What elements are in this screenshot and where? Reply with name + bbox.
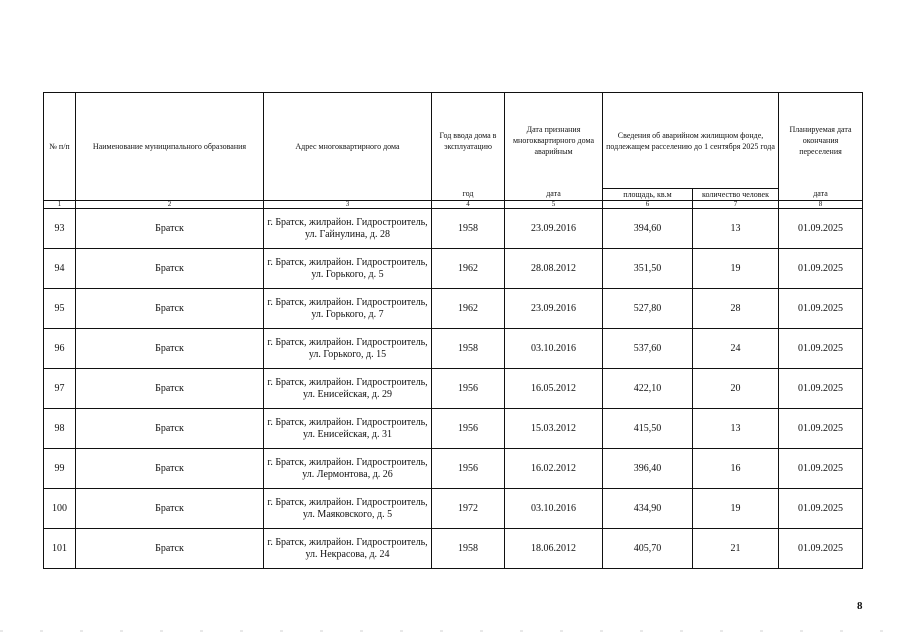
unit-cell-area: площадь, кв.м — [603, 189, 693, 201]
cell-recognition-date: 03.10.2016 — [505, 329, 603, 369]
column-number: 8 — [779, 201, 863, 209]
cell-people: 21 — [693, 529, 779, 569]
header-row — [44, 93, 863, 189]
cell-address: г. Братск, жилрайон. Гидростроитель, ул. Горького, д. 15 — [264, 329, 432, 369]
cell-people: 24 — [693, 329, 779, 369]
cell-municipality: Братск — [76, 209, 264, 249]
cell-year: 1962 — [432, 289, 505, 329]
cell-year: 1956 — [432, 409, 505, 449]
cell-year: 1956 — [432, 369, 505, 409]
header-cell-recognition-date: Дата признания многоквартирного дома аварийным — [505, 93, 603, 189]
cell-people: 16 — [693, 449, 779, 489]
header-cell-year: Год ввода дома в эксплуатацию — [432, 93, 505, 189]
cell-number: 99 — [44, 449, 76, 489]
cell-address: г. Братск, жилрайон. Гидростроитель, ул. Лермонтова, д. 26 — [264, 449, 432, 489]
cell-municipality: Братск — [76, 329, 264, 369]
cell-people: 13 — [693, 209, 779, 249]
cell-number: 96 — [44, 329, 76, 369]
cell-recognition-date: 16.02.2012 — [505, 449, 603, 489]
cell-people: 28 — [693, 289, 779, 329]
table-row — [44, 369, 863, 409]
cell-planned-date: 01.09.2025 — [779, 369, 863, 409]
scan-artifact-line — [0, 630, 905, 632]
cell-year: 1956 — [432, 449, 505, 489]
cell-address: г. Братск, жилрайон. Гидростроитель, ул. Гайнулина, д. 28 — [264, 209, 432, 249]
cell-address: г. Братск, жилрайон. Гидростроитель, ул. Енисейская, д. 29 — [264, 369, 432, 409]
table-row — [44, 329, 863, 369]
unit-cell-people: количество человек — [693, 189, 779, 201]
cell-year: 1958 — [432, 329, 505, 369]
cell-municipality: Братск — [76, 249, 264, 289]
cell-planned-date: 01.09.2025 — [779, 449, 863, 489]
cell-number: 94 — [44, 249, 76, 289]
cell-recognition-date: 28.08.2012 — [505, 249, 603, 289]
cell-municipality: Братск — [76, 409, 264, 449]
cell-area: 405,70 — [603, 529, 693, 569]
unit-cell-plan-date: дата — [779, 189, 863, 201]
table-row — [44, 489, 863, 529]
cell-number: 93 — [44, 209, 76, 249]
cell-people: 13 — [693, 409, 779, 449]
cell-year: 1958 — [432, 529, 505, 569]
column-numbers-row — [44, 201, 863, 209]
cell-recognition-date: 18.06.2012 — [505, 529, 603, 569]
cell-area: 415,50 — [603, 409, 693, 449]
table-row — [44, 289, 863, 329]
cell-year: 1958 — [432, 209, 505, 249]
cell-recognition-date: 15.03.2012 — [505, 409, 603, 449]
table-row — [44, 409, 863, 449]
cell-planned-date: 01.09.2025 — [779, 409, 863, 449]
cell-number: 101 — [44, 529, 76, 569]
cell-planned-date: 01.09.2025 — [779, 249, 863, 289]
cell-municipality: Братск — [76, 289, 264, 329]
cell-recognition-date: 23.09.2016 — [505, 289, 603, 329]
column-number: 6 — [603, 201, 693, 209]
header-cell-address: Адрес многоквартирного дома — [264, 93, 432, 201]
cell-people: 19 — [693, 249, 779, 289]
cell-planned-date: 01.09.2025 — [779, 209, 863, 249]
cell-year: 1962 — [432, 249, 505, 289]
column-number: 7 — [693, 201, 779, 209]
cell-planned-date: 01.09.2025 — [779, 529, 863, 569]
column-number: 2 — [76, 201, 264, 209]
cell-address: г. Братск, жилрайон. Гидростроитель, ул. Маяковского, д. 5 — [264, 489, 432, 529]
cell-area: 351,50 — [603, 249, 693, 289]
header-cell-municipality: Наименование муниципального образования — [76, 93, 264, 201]
cell-number: 95 — [44, 289, 76, 329]
cell-municipality: Братск — [76, 449, 264, 489]
table-row — [44, 249, 863, 289]
cell-planned-date: 01.09.2025 — [779, 289, 863, 329]
cell-recognition-date: 16.05.2012 — [505, 369, 603, 409]
header-cell-emergency-fund: Сведения об аварийном жилищном фонде, подлежащем расселению до 1 сентября 2025 года — [603, 93, 779, 189]
header-cell-number: № п/п — [44, 93, 76, 201]
column-number: 4 — [432, 201, 505, 209]
unit-cell-year: год — [432, 189, 505, 201]
cell-address: г. Братск, жилрайон. Гидростроитель, ул. Некрасова, д. 24 — [264, 529, 432, 569]
cell-municipality: Братск — [76, 489, 264, 529]
cell-year: 1972 — [432, 489, 505, 529]
column-number: 1 — [44, 201, 76, 209]
cell-recognition-date: 03.10.2016 — [505, 489, 603, 529]
cell-municipality: Братск — [76, 369, 264, 409]
cell-people: 20 — [693, 369, 779, 409]
column-number: 5 — [505, 201, 603, 209]
page-number: 8 — [857, 600, 863, 612]
column-number: 3 — [264, 201, 432, 209]
cell-planned-date: 01.09.2025 — [779, 489, 863, 529]
cell-address: г. Братск, жилрайон. Гидростроитель, ул. Енисейская, д. 31 — [264, 409, 432, 449]
unit-cell-date: дата — [505, 189, 603, 201]
cell-address: г. Братск, жилрайон. Гидростроитель, ул. Горького, д. 5 — [264, 249, 432, 289]
table-row — [44, 529, 863, 569]
cell-area: 396,40 — [603, 449, 693, 489]
cell-area: 527,80 — [603, 289, 693, 329]
cell-area: 394,60 — [603, 209, 693, 249]
cell-number: 97 — [44, 369, 76, 409]
cell-recognition-date: 23.09.2016 — [505, 209, 603, 249]
cell-address: г. Братск, жилрайон. Гидростроитель, ул. Горького, д. 7 — [264, 289, 432, 329]
cell-municipality: Братск — [76, 529, 264, 569]
cell-people: 19 — [693, 489, 779, 529]
cell-planned-date: 01.09.2025 — [779, 329, 863, 369]
cell-number: 100 — [44, 489, 76, 529]
housing-table — [43, 92, 863, 569]
cell-number: 98 — [44, 409, 76, 449]
cell-area: 537,60 — [603, 329, 693, 369]
header-cell-planned-date: Планируемая дата окончания переселения — [779, 93, 863, 189]
cell-area: 422,10 — [603, 369, 693, 409]
cell-area: 434,90 — [603, 489, 693, 529]
table-row — [44, 449, 863, 489]
table-row — [44, 209, 863, 249]
